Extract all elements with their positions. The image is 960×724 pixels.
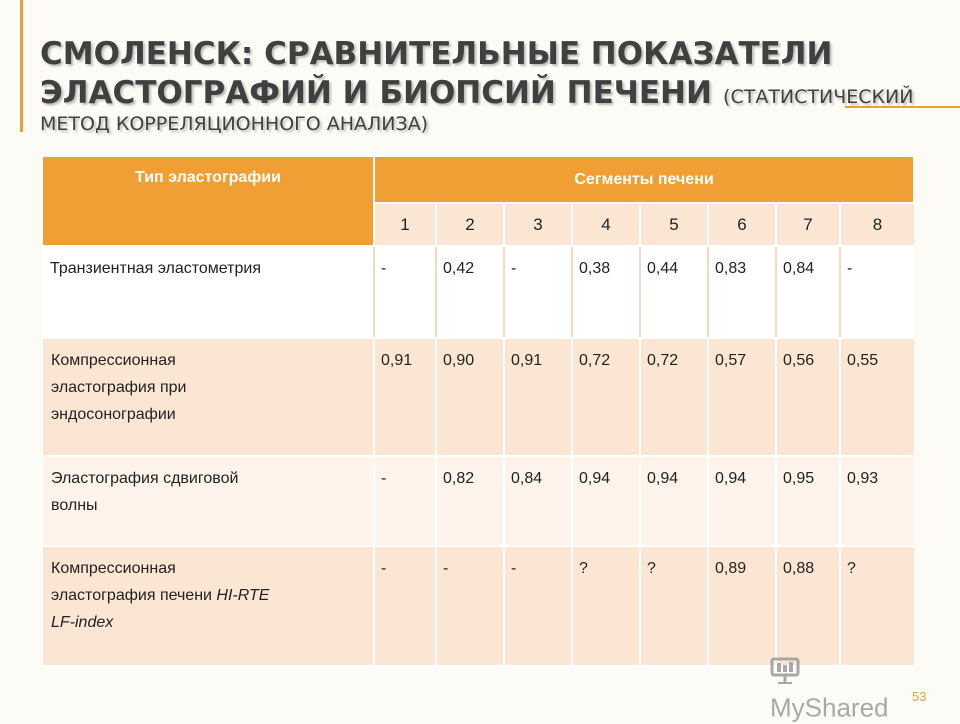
table-cell: - bbox=[504, 546, 572, 666]
table-cell: 0,84 bbox=[776, 246, 840, 338]
presentation-icon bbox=[770, 656, 800, 691]
segment-header: 2 bbox=[436, 203, 504, 246]
table-cell: ? bbox=[572, 546, 640, 666]
table-row bbox=[42, 456, 914, 546]
row-label bbox=[42, 456, 374, 546]
row-label-line: LF-index bbox=[51, 614, 114, 631]
table-cell: 0,90 bbox=[436, 338, 504, 456]
table-cell: 0,72 bbox=[572, 338, 640, 456]
table-cell: 0,84 bbox=[504, 456, 572, 546]
row-label-line: Транзиентная эластометрия bbox=[50, 260, 261, 277]
watermark-text: MyShared bbox=[770, 692, 889, 723]
table-row bbox=[42, 338, 914, 456]
table-cell: 0,72 bbox=[640, 338, 708, 456]
table-cell: 0,89 bbox=[708, 546, 776, 666]
table-cell: ? bbox=[840, 546, 914, 666]
slide-title bbox=[40, 34, 920, 136]
table-cell: 0,93 bbox=[840, 456, 914, 546]
row-label-line: эластография печени bbox=[51, 587, 217, 604]
page-number: 53 bbox=[912, 689, 927, 704]
table-cell: 0,95 bbox=[776, 456, 840, 546]
table-cell: - bbox=[374, 546, 436, 666]
table-cell: - bbox=[374, 456, 436, 546]
table-cell: - bbox=[840, 246, 914, 338]
table-cell: - bbox=[374, 246, 436, 338]
row-label-line: Эластография сдвиговой bbox=[51, 470, 239, 487]
row-label bbox=[42, 546, 374, 666]
row-label bbox=[42, 246, 374, 338]
row-label-italic: HI-RTE bbox=[216, 587, 270, 604]
table-cell: 0,94 bbox=[708, 456, 776, 546]
segment-header: 4 bbox=[572, 203, 640, 246]
segment-header: 5 bbox=[640, 203, 708, 246]
row-label-line: эндосонографии bbox=[51, 406, 176, 423]
column-header-segments: Сегменты печени bbox=[374, 156, 914, 203]
table-cell: - bbox=[436, 546, 504, 666]
table-cell: 0,57 bbox=[708, 338, 776, 456]
table-cell: 0,42 bbox=[436, 246, 504, 338]
segment-header: 6 bbox=[708, 203, 776, 246]
segment-header: 7 bbox=[776, 203, 840, 246]
table-row bbox=[42, 246, 914, 338]
table-cell: 0,94 bbox=[640, 456, 708, 546]
segment-header: 8 bbox=[840, 203, 914, 246]
segment-header: 1 bbox=[374, 203, 436, 246]
table-cell: 0,91 bbox=[374, 338, 436, 456]
table-cell: 0,94 bbox=[572, 456, 640, 546]
table-row bbox=[42, 546, 914, 666]
title-line-2: ЭЛАСТОГРАФИЙ И БИОПСИЙ ПЕЧЕНИ bbox=[40, 75, 712, 111]
table-cell: 0,56 bbox=[776, 338, 840, 456]
segment-header: 3 bbox=[504, 203, 572, 246]
table-cell: 0,91 bbox=[504, 338, 572, 456]
row-label bbox=[42, 338, 374, 456]
row-label-line: Компрессионная bbox=[51, 352, 176, 369]
table-cell: 0,88 bbox=[776, 546, 840, 666]
column-header-type: Тип эластографии bbox=[42, 156, 374, 246]
table-cell: 0,82 bbox=[436, 456, 504, 546]
table-cell: 0,38 bbox=[572, 246, 640, 338]
table-cell: 0,55 bbox=[840, 338, 914, 456]
table-cell: 0,83 bbox=[708, 246, 776, 338]
title-line-2-suffix: (СТАТИСТИЧЕСКИЙ bbox=[723, 86, 914, 108]
title-line-3: МЕТОД КОРРЕЛЯЦИОННОГО АНАЛИЗА) bbox=[40, 113, 429, 135]
row-label-line: волны bbox=[51, 497, 98, 514]
row-label-line: эластография при bbox=[51, 379, 187, 396]
table-cell: 0,44 bbox=[640, 246, 708, 338]
accent-rule-vertical bbox=[20, 0, 23, 132]
table-cell: ? bbox=[640, 546, 708, 666]
title-line-1: СМОЛЕНСК: СРАВНИТЕЛЬНЫЕ ПОКАЗАТЕЛИ bbox=[40, 36, 833, 72]
table-cell: - bbox=[504, 246, 572, 338]
elastography-table bbox=[41, 155, 915, 667]
row-label-line: Компрессионная bbox=[51, 560, 176, 577]
